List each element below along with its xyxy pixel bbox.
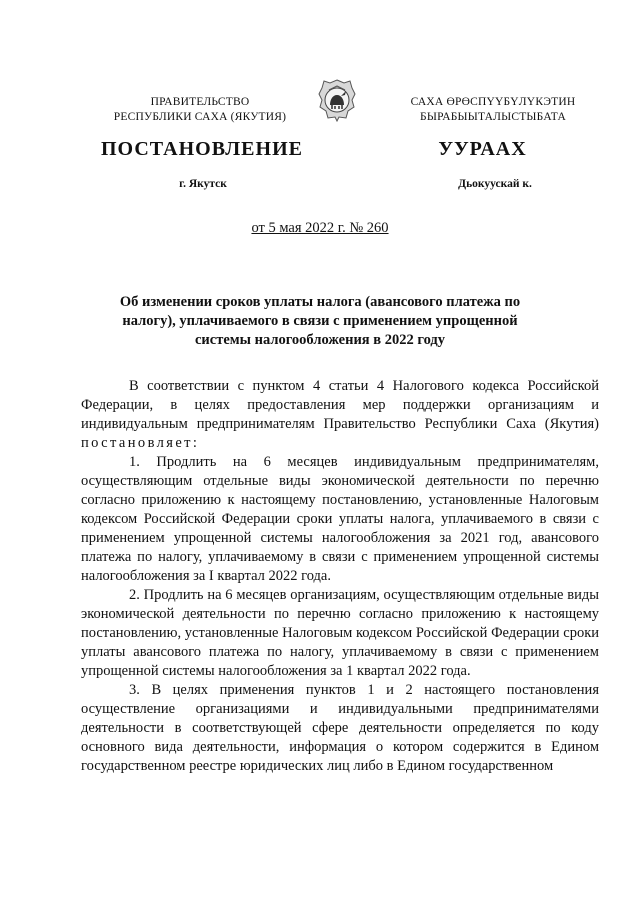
- issuer-sah-line1: САХА ӨРӨСПҮҮБҮЛҮКЭТИН: [410, 96, 576, 108]
- decree-subject: Об изменении сроков уплаты налога (авансового платежа по налогу), уплачиваемого в связи с применением упрощенной системы налогообложения в 2022 году: [119, 294, 521, 348]
- coat-of-arms-icon: [317, 78, 357, 123]
- issuer-ru-line1: ПРАВИТЕЛЬСТВО: [150, 96, 250, 108]
- paragraph-1: 1. Продлить на 6 месяцев индивидуальным предпринимателям, осуществляющим отдельные виды экономической деятельности по перечню согласно приложению к настоящему постановлению, установленные Налоговым кодексом Российской Федерации сроки уплаты налога, уплачиваемого в связи с применением упрощенной системы налогообложения за 2021 год, авансового платежа по налогу, уплачиваемому в связи с применением упрощенной системы налогообложения за I квартал 2022 года.: [81, 454, 599, 584]
- decree-body: [81, 377, 599, 776]
- intro-text: В соответствии с пунктом 4 статьи 4 Налогового кодекса Российской Федерации, в целях предоставления мер поддержки организациям и индивидуальным предпринимателям Правительство Республики Саха (Якутия): [81, 378, 599, 432]
- city-sah: Дьокуускай к.: [458, 178, 532, 190]
- intro-end: :: [192, 435, 197, 451]
- issuer-sah: [388, 95, 598, 125]
- city-ru: г. Якутск: [179, 178, 227, 190]
- doc-type-ru: ПОСТАНОВЛЕНИЕ: [101, 138, 303, 160]
- issuer-ru: [95, 95, 305, 125]
- intro-paragraph: [81, 377, 599, 453]
- issuer-ru-line2: РЕСПУБЛИКИ САХА (ЯКУТИЯ): [113, 111, 287, 123]
- issuer-sah-line2: БЫРАБЫЫТАЛЫСТЫБАТА: [420, 111, 566, 123]
- decree-date-number: от 5 мая 2022 г. № 260: [251, 220, 389, 236]
- paragraph-3: 3. В целях применения пунктов 1 и 2 настоящего постановления осуществление организациями и индивидуальными предпринимателями деятельности в соответствующей сфере деятельности определяется по коду основного вида деятельности, информация о котором содержится в Едином государственном реестре юридических лиц либо в Едином государственном: [81, 682, 599, 774]
- paragraph-2: 2. Продлить на 6 месяцев организациям, осуществляющим отдельные виды экономической деятельности по перечню согласно приложению к настоящему постановлению, установленные Налоговым кодексом Российской Федерации сроки уплаты авансового платежа по налогу, уплачиваемому в связи с применением упрощенной системы налогообложения за 1 квартал 2022 года.: [81, 587, 599, 679]
- decree-word: постановляет: [81, 435, 193, 451]
- doc-type-sah: УУРААХ: [438, 138, 527, 160]
